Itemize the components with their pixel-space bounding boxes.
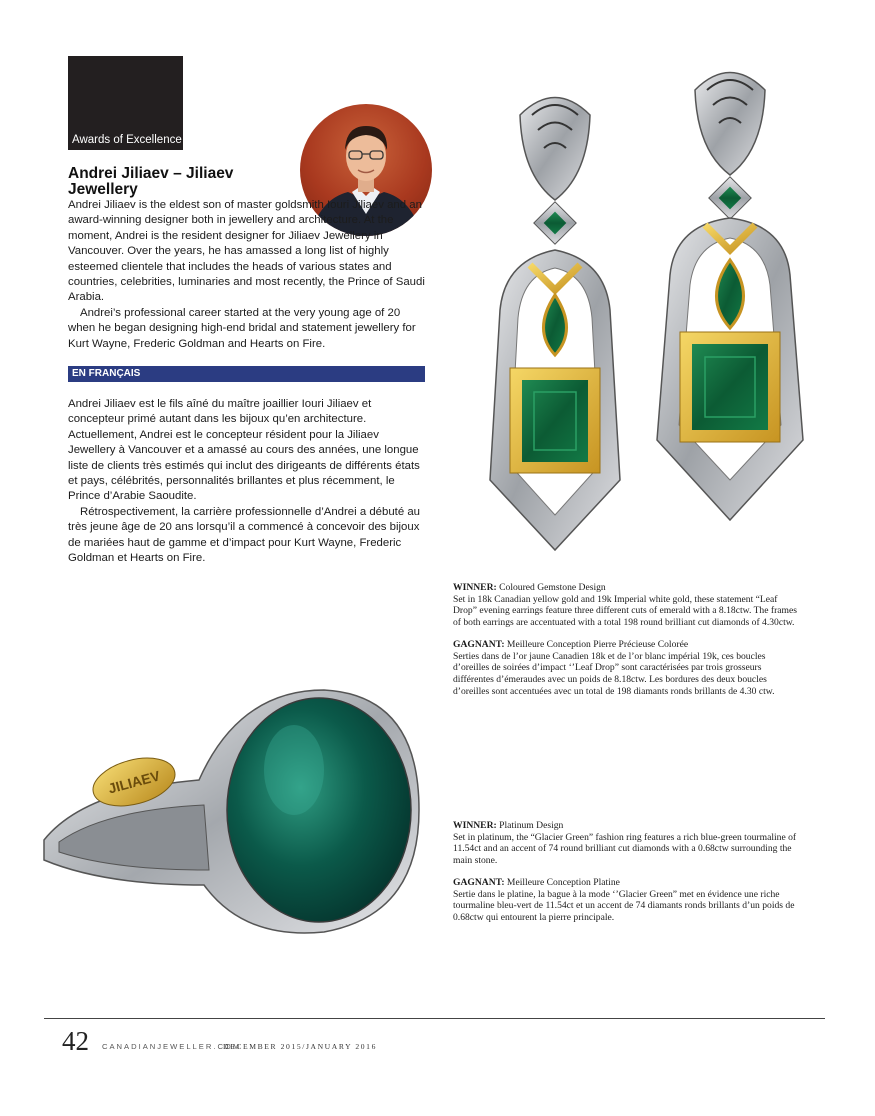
earrings-gagnant-text: Serties dans de l’or jaune Canadien 18k et de l’or blanc impérial 19k, ces boucles d’oreilles de soirées d’impact ‘’Leaf Drop” sont caractérisées par trois grosseurs différentes d’émeraudes avec un poids de 8.18ctw. Les bordures des deux boucles d’oreilles sont accentuées avec un total de 198 diamants ronds brillants de 4.30 ctw. xyxy=(453,650,775,697)
english-paragraph-1: Andrei Jiliaev is the eldest son of master goldsmith Iouri Jiliaev and an award-winning designer both in jewellery and architecture. At the moment, Andrei is the resident designer for Jiliaev Jewellery in Vancouver. Over the years, he has amassed a long list of highly esteemed clientele that includes the heads of various states and countries, celebrities, luminaries and most recently, the Prince of Saudi Arabia. xyxy=(68,199,425,304)
earrings-gagnant-category: Meilleure Conception Pierre Précieuse Colorée xyxy=(504,638,689,650)
earrings-winner-text: Set in 18k Canadian yellow gold and 19k Imperial white gold, these statement “Leaf Drop” evening earrings feature three different cuts of emerald with a 8.18ctw. The frames of both earrings are accentuated with a total 198 round brilliant cut diamonds of 4.30ctw. xyxy=(453,593,797,629)
footer-site: CANADIANJEWELLER.COM xyxy=(102,1042,242,1051)
ring-caption xyxy=(453,820,798,924)
section-badge xyxy=(68,56,183,150)
english-paragraph-2: Andrei’s professional career started at the very young age of 20 when he began designing high-end bridal and statement jewellery for Kurt Wayne, Frederic Goldman and Hearts on Fire. xyxy=(68,306,416,350)
ring-winner-label: WINNER: xyxy=(453,820,497,831)
page-number: 42 xyxy=(62,1026,89,1056)
earrings-gagnant-label: GAGNANT: xyxy=(453,638,505,650)
earrings-caption xyxy=(453,582,798,697)
footer-rule xyxy=(44,1018,825,1019)
ring-engraving-text: JILIAEV xyxy=(106,767,162,797)
right-earring xyxy=(657,73,803,521)
tourmaline-stone xyxy=(227,698,411,922)
french-paragraph-2: Rétrospectivement, la carrière professionnelle d’Andrei a débuté au très jeune âge de 20 ans lorsqu’il a commencé à concevoir des bijoux de mariées haut de gamme et d’impact pour Kurt Wayne, Frederic Goldman et Hearts on Fire. xyxy=(68,505,421,565)
ring-gagnant-text: Sertie dans le platine, la bague à la mode ‘’Glacier Green” met en évidence une riche tourmaline bleu-vert de 11.54ct et un accent de 74 diamants ronds brillants d’un poids de 0.68ctw qui entourent la pierre principale. xyxy=(453,888,795,923)
ring-gagnant-category: Meilleure Conception Platine xyxy=(504,876,620,888)
footer-issue: DECEMBER 2015/JANUARY 2016 xyxy=(223,1042,377,1051)
language-bar-label: EN FRANÇAIS xyxy=(72,368,141,379)
earrings-winner-label: WINNER: xyxy=(453,582,497,593)
earrings-illustration xyxy=(460,60,820,635)
left-earring xyxy=(490,98,620,551)
ring-winner-category: Platinum Design xyxy=(496,820,564,831)
article-title: Andrei Jiliaev – Jiliaev Jewellery xyxy=(68,165,234,198)
ring-illustration xyxy=(24,670,444,990)
ring-winner-text: Set in platinum, the “Glacier Green” fashion ring features a rich blue-green tourmaline of 11.54ct and an accent of 74 round brilliant cut diamonds with a 0.68ctw surrounding the main stone. xyxy=(453,831,797,867)
earrings-winner-category: Coloured Gemstone Design xyxy=(496,582,606,593)
language-bar xyxy=(68,366,425,382)
section-badge-label: Awards of Excellence xyxy=(72,134,182,146)
french-paragraph-1: Andrei Jiliaev est le fils aîné du maître joaillier Iouri Jiliaev et concepteur primé autant dans les bijoux qu’en architecture. Actuellement, Andrei est le concepteur résident pour la Jiliaev Jewellery à Vancouver et a amassé au cours des années, une longue liste de clients très estimés qui inclut des dirigeants de différents états et pays, célébrités, personnalités brillantes et plus récemment, le Prince d’Arabie Saoudite. xyxy=(68,398,420,503)
ring-gagnant-label: GAGNANT: xyxy=(453,876,505,888)
english-body xyxy=(68,198,425,352)
french-body xyxy=(68,397,428,566)
